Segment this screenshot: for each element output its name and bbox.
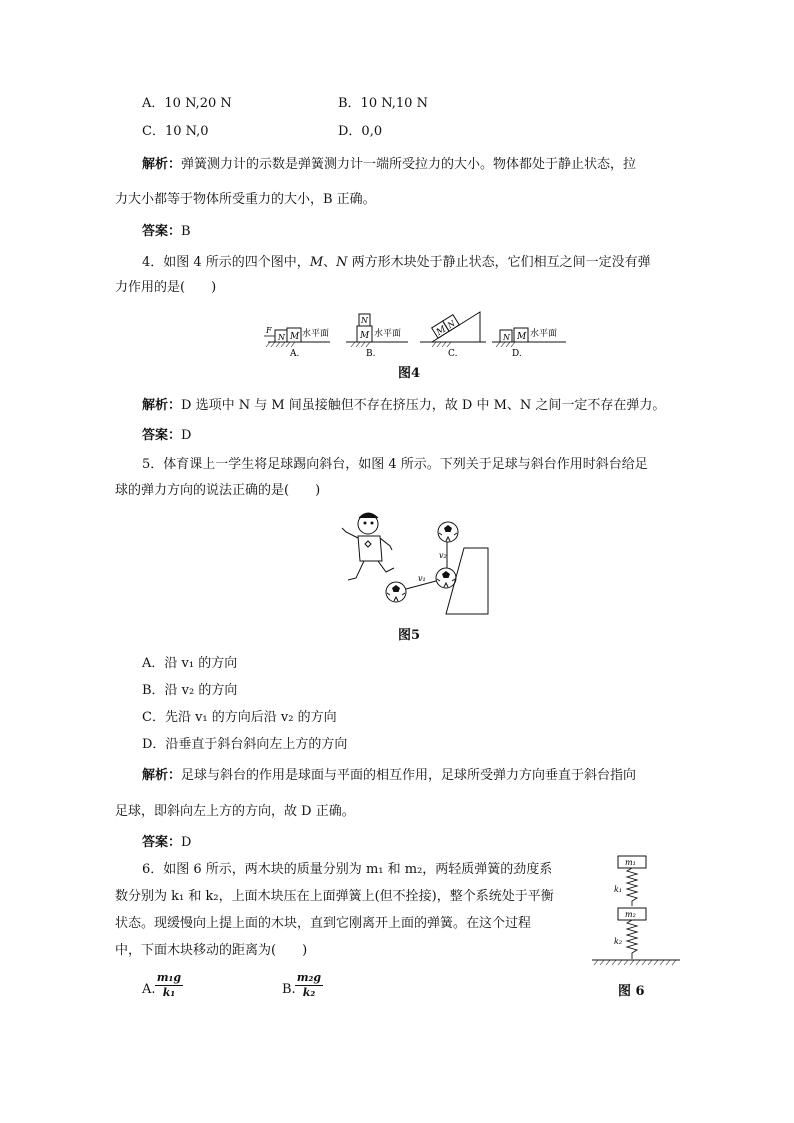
m1-label: m₁ (625, 858, 636, 867)
surface-label-a: 水平面 (302, 329, 330, 339)
figure-4 (260, 306, 570, 362)
figure-5 (328, 506, 498, 618)
q5-option-c: C．先沿 v₁ 的方向后沿 v₂ 的方向 (142, 710, 337, 725)
q4-answer (142, 428, 191, 444)
q3-answer (142, 224, 191, 240)
q6-stem-line4: 中，下面木块移动的距离为( ) (115, 943, 308, 958)
q4-analysis (142, 398, 665, 414)
analysis-label: 解析： (142, 398, 182, 413)
q5-stem-line1: 5．体育课上一学生将足球踢向斜台，如图 4 所示。下列关于足球与斜台作用时斜台给足 (142, 457, 648, 472)
answer-value: B (181, 224, 191, 239)
q3-option-d: D．0,0 (338, 124, 383, 139)
v2-label: v₂ (439, 551, 447, 560)
fig4-panel-c (420, 312, 486, 359)
q4-stem-line2: 力作用的是( ) (115, 280, 217, 295)
fig4-panel-b (346, 314, 408, 359)
fig4-label-c: C. (448, 349, 458, 359)
q3-option-c: C．10 N,0 (142, 124, 209, 139)
q4-stem-line1 (142, 255, 651, 271)
q5-analysis-line2: 足球，即斜向左上方的方向，故 D 正确。 (115, 804, 355, 819)
q3-option-a: A．10 N,20 N (142, 96, 232, 111)
q6-option-a-numerator: m₁g (156, 971, 182, 984)
answer-label: 答案： (142, 428, 182, 443)
q6-option-b-numerator: m₂g (296, 971, 322, 984)
svg-text:M: M (517, 332, 527, 342)
football-start (386, 582, 406, 602)
figure-5-caption: 图5 (398, 628, 421, 643)
spring-k1 (627, 868, 637, 906)
q6-stem-line3: 状态。现缓慢向上提上面的木块，直到它刚离开上面的弹簧。在这个过程 (115, 916, 532, 931)
q6-option-b-fraction (295, 972, 323, 999)
answer-value: D (181, 835, 192, 850)
analysis-text: 弹簧测力计的示数是弹簧测力计一端所受拉力的大小。物体都处于静止状态，拉 (181, 157, 637, 172)
fig4-label-d: D. (512, 349, 522, 359)
fig4-panel-d (492, 327, 566, 359)
figure-6-caption: 图 6 (618, 984, 645, 999)
analysis-label: 解析： (142, 157, 182, 172)
svg-text:M: M (290, 332, 300, 342)
football-upper (438, 522, 458, 542)
k2-label: k₂ (614, 937, 623, 946)
q5-answer (142, 835, 191, 851)
q3-analysis-line1 (142, 157, 636, 173)
figure-4-caption: 图4 (398, 366, 421, 381)
analysis-text: 足球与斜台的作用是球面与平面的相互作用，足球所受弹力方向垂直于斜台指向 (181, 768, 637, 783)
q6-option-b-label: B. (282, 982, 296, 997)
answer-label: 答案： (142, 224, 182, 239)
var-n: N (336, 255, 348, 270)
analysis-label: 解析： (142, 768, 182, 783)
figure-6 (590, 852, 682, 968)
q5-option-a: A．沿 v₁ 的方向 (142, 656, 238, 671)
v1-label: v₁ (418, 574, 426, 583)
q5-option-d: D．沿垂直于斜台斜向左上方的方向 (142, 737, 348, 752)
svg-text:N: N (503, 333, 510, 342)
student-illustration (342, 513, 394, 580)
q6-option-b-denominator: k₂ (302, 986, 316, 999)
svg-text:M: M (434, 324, 449, 338)
force-label: F (266, 326, 272, 335)
q3-analysis-line2: 力大小都等于物体所受重力的大小，B 正确。 (115, 192, 376, 207)
var-m: M (309, 255, 324, 270)
q5-analysis-line1 (142, 768, 636, 784)
analysis-text: D 选项中 N 与 M 间虽接触但不存在挤压力，故 D 中 M、N 之间一定不存在弹力。 (181, 398, 666, 413)
sep: 、 (323, 255, 337, 270)
q3-option-b: B．10 N,10 N (338, 96, 428, 111)
q6-stem-line2: 数分别为 k₁ 和 k₂，上面木块压在上面弹簧上(但不拴接)，整个系统处于平衡 (115, 889, 554, 904)
answer-label: 答案： (142, 835, 182, 850)
football-contact (436, 568, 456, 588)
svg-text:N: N (361, 316, 368, 325)
answer-value: D (181, 428, 192, 443)
svg-text:M: M (360, 331, 370, 341)
fig4-label-a: A. (290, 349, 300, 359)
surface-label-d: 水平面 (530, 329, 558, 339)
svg-text:N: N (278, 333, 285, 342)
m2-label: m₂ (625, 910, 636, 919)
q6-stem-line1: 6．如图 6 所示，两木块的质量分别为 m₁ 和 m₂，两轻质弹簧的劲度系 (142, 862, 553, 877)
q5-option-b: B．沿 v₂ 的方向 (142, 683, 238, 698)
svg-text:N: N (446, 318, 457, 331)
q5-stem-line2: 球的弹力方向的说法正确的是( ) (115, 483, 321, 498)
q4-stem-pre: 4．如图 4 所示的四个图中， (142, 255, 310, 270)
fig4-panel-a (264, 326, 330, 359)
surface-label-b: 水平面 (374, 329, 402, 339)
fig4-label-b: B. (366, 349, 376, 359)
spring-k2 (627, 920, 637, 959)
k1-label: k₁ (614, 885, 623, 894)
q4-stem-post: 两方形木块处于静止状态，它们相互之间一定没有弹 (347, 255, 651, 270)
q6-option-a-fraction (155, 972, 183, 999)
q6-option-a-label: A. (142, 982, 156, 997)
q6-option-a-denominator: k₁ (162, 986, 176, 999)
